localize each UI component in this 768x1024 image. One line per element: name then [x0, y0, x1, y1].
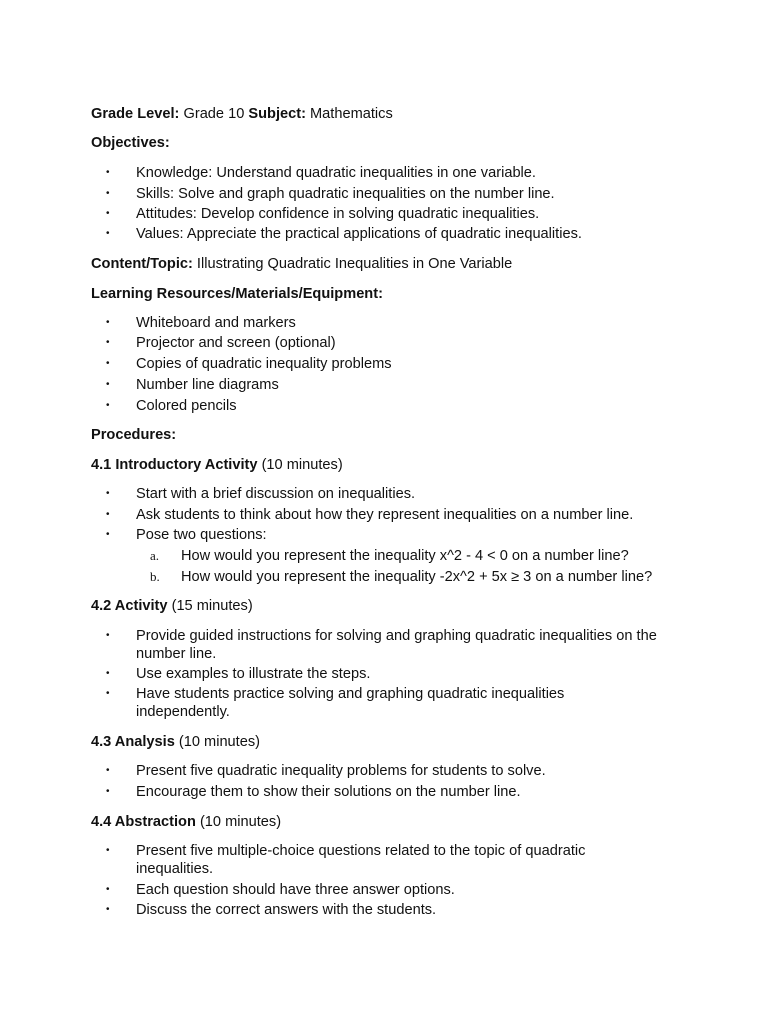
bullet: •: [106, 188, 110, 199]
bullet: •: [106, 765, 110, 776]
content-value: Illustrating Quadratic Inequalities in One Variable: [192, 256, 513, 272]
bullet: •: [106, 786, 110, 797]
sub-item-marker: b.: [150, 569, 160, 584]
activity-item: Have students practice solving and graphing quadratic inequalities independently.: [136, 686, 565, 720]
bullet: •: [106, 845, 110, 856]
bullet: •: [106, 358, 110, 369]
content-label: Content/Topic:: [91, 256, 193, 272]
analysis-item: Present five quadratic inequality problems for students to solve.: [136, 763, 546, 779]
resource-item: Colored pencils: [136, 398, 237, 414]
intro-question: How would you represent the inequality -2x^2 + 5x ≥ 3 on a number line?: [181, 569, 653, 585]
intro-item: Start with a brief discussion on inequalities.: [136, 486, 416, 502]
abstraction-title: 4.4 Abstraction: [91, 814, 196, 830]
bullet: •: [106, 509, 110, 520]
resource-item: Number line diagrams: [136, 377, 279, 393]
analysis-item: Encourage them to show their solutions on the number line.: [136, 784, 521, 800]
bullet: •: [106, 228, 110, 239]
bullet: •: [106, 630, 110, 641]
activity-item: Use examples to illustrate the steps.: [136, 666, 371, 682]
abstraction-duration: (10 minutes): [195, 814, 282, 830]
analysis-duration: (10 minutes): [174, 734, 261, 750]
bullet: •: [106, 379, 110, 390]
resource-item: Whiteboard and markers: [136, 315, 296, 331]
intro-question: How would you represent the inequality x^2 - 4 < 0 on a number line?: [181, 548, 629, 564]
abstraction-heading: [91, 813, 281, 831]
abstraction-item: Present five multiple-choice questions related to the topic of quadratic inequalities.: [136, 843, 586, 877]
activity-heading: [91, 597, 253, 615]
bullet: •: [106, 167, 110, 178]
bullet: •: [106, 400, 110, 411]
abstraction-item: Each question should have three answer options.: [136, 882, 455, 898]
bullet: •: [106, 488, 110, 499]
resource-item: Projector and screen (optional): [136, 335, 336, 351]
bullet: •: [106, 208, 110, 219]
sub-item-marker: a.: [150, 548, 160, 563]
grade-value: Grade 10: [179, 106, 249, 122]
objective-item: Attitudes: Develop confidence in solving quadratic inequalities.: [136, 206, 540, 222]
bullet: •: [106, 337, 110, 348]
grade-subject-line: [91, 105, 393, 123]
activity-title: 4.2 Activity: [91, 598, 168, 614]
objective-item: Values: Appreciate the practical applications of quadratic inequalities.: [136, 226, 582, 242]
grade-label: Grade Level:: [91, 106, 180, 122]
intro-activity-duration: (10 minutes): [257, 457, 343, 473]
intro-item: Ask students to think about how they represent inequalities on a number line.: [136, 507, 634, 523]
subject-value: Mathematics: [305, 106, 393, 122]
intro-activity-heading: [91, 456, 343, 474]
procedures-heading: Procedures:: [91, 427, 177, 443]
abstraction-item: Discuss the correct answers with the students.: [136, 902, 437, 918]
subject-label: Subject:: [248, 106, 306, 122]
resources-heading: Learning Resources/Materials/Equipment:: [91, 286, 383, 302]
bullet: •: [106, 529, 110, 540]
intro-item: Pose two questions:: [136, 527, 267, 543]
activity-item: Provide guided instructions for solving and graphing quadratic inequalities on the number line.: [136, 628, 657, 662]
activity-duration: (15 minutes): [167, 598, 253, 614]
bullet: •: [106, 884, 110, 895]
analysis-heading: [91, 733, 260, 751]
bullet: •: [106, 668, 110, 679]
content-topic-line: [91, 255, 512, 273]
intro-activity-title: 4.1 Introductory Activity: [91, 457, 258, 473]
bullet: •: [106, 904, 110, 915]
bullet: •: [106, 317, 110, 328]
bullet: •: [106, 688, 110, 699]
resource-item: Copies of quadratic inequality problems: [136, 356, 392, 372]
objectives-heading: Objectives:: [91, 135, 170, 151]
objective-item: Skills: Solve and graph quadratic inequalities on the number line.: [136, 186, 555, 202]
objective-item: Knowledge: Understand quadratic inequalities in one variable.: [136, 165, 536, 181]
analysis-title: 4.3 Analysis: [91, 734, 175, 750]
